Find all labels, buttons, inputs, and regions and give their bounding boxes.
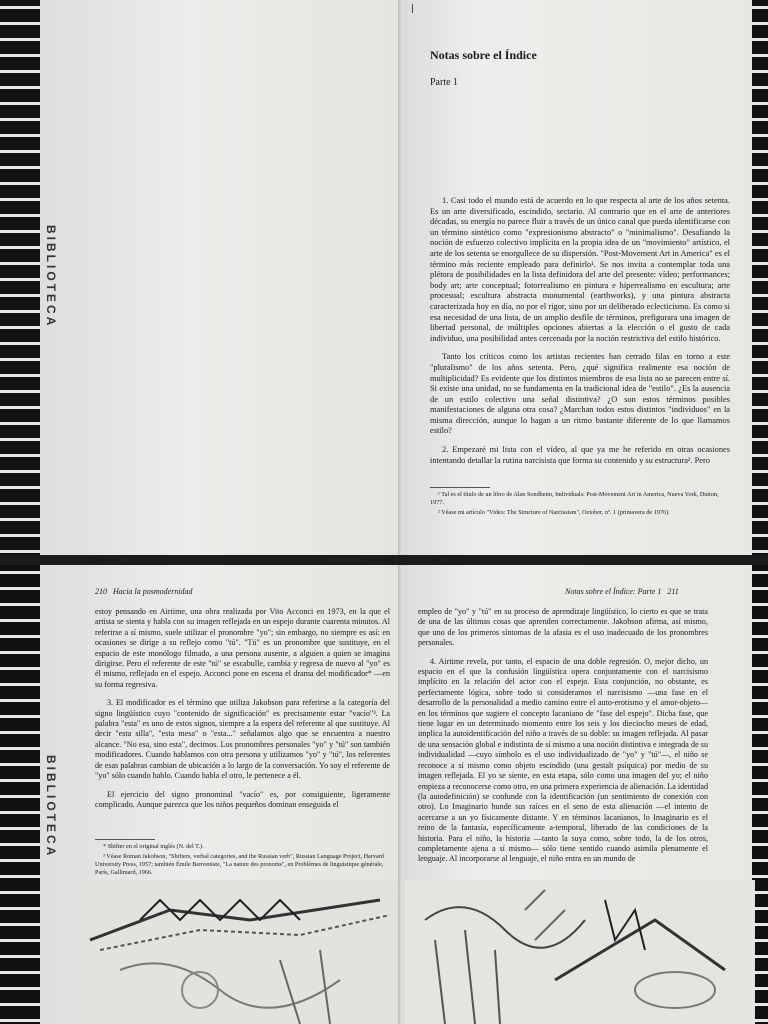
- illustration-right: [405, 880, 755, 1024]
- page-number: 210: [95, 587, 107, 596]
- spiral-binding: [0, 565, 40, 1024]
- footnote-rule: [95, 839, 155, 840]
- footnote: * Shifter en el original inglés (N. del T.).: [103, 843, 204, 850]
- sketch-drawing: [80, 880, 398, 1024]
- paragraph: Tanto los críticos como los artistas recientes han cerrado filas en torno a este "pluralismo" de los años setenta. Pero, ¿qué significa realmente esa noción de multiplicidad? Es evidente que los distintos miembros de esa lista no se parecen entre sí. Si existe una unidad, no se fundamenta en la tradicional idea de "estilo". ¿Es la ausencia de un estilo colectivo una señal distintiva? ¿O son estos términos posibles manifestaciones de alguna otra cosa? ¿Marchan todos estos distintos "individuos" en la misma dirección, aunque lo hagan a un ritmo bastante diferente de lo que llamamos estilo?: [430, 352, 730, 436]
- illustration-left: [80, 880, 398, 1024]
- footnote: ² Véase mi artículo "Video: The Structure of Narcissism", October, nº. 1 (primavera de 1976).: [438, 509, 670, 516]
- library-stamp: BIBLIOTECA: [44, 755, 58, 859]
- footnote-rule: [430, 487, 490, 488]
- running-head-text: Notas sobre el Índice: Parte 1: [565, 587, 662, 596]
- body-text: [430, 196, 730, 474]
- paragraph: 1. Casi todo el mundo está de acuerdo en lo que respecta al arte de los años setenta. Es un arte diversificado, escindido, sectario. Al contrario que en el arte de anteriores décadas, su energía no parece fluir a través de un único canal que pueda identificarse con un término sintético como "expresionismo abstracto" o "minimalismo". Desafiando la noción de esfuerzo colectivo implícita en la propia idea de un "movimiento" artístico, el arte de los setenta se enorgullece de su dispersión. "Post-Movement Art in America" es el término más reciente empleado para definirlo¹. Se nos invita a contemplar toda una plétora de posibilidades en la lista definidora del arte del presente: vídeo; performances; body art; arte conceptual; fotorrealismo en pintura e hiperrealismo en escultura; arte procesual; escultura abstracta monumental (earthworks), y una pintura abstracta caracterizada hoy en día, no por el rigor, sino por un deliberado eclecticismo. Es como si esa necesidad de una lista, de un amplio desfile de términos, prefigurara una imagen de libertad personal, de múltiples opciones abiertas a la elección o el gusto de cada individuo, una posibilidad antes cercenada por la noción restrictiva del estilo histórico.: [430, 196, 730, 343]
- paragraph: 3. El modificador es el término que utiliza Jakobson para referirse a la categoría del signo lingüístico cuyo "contenido de significación" es precisamente estar "vacío"³. La palabra "esta" es uno de estos signos, siempre a la espera del referente al que sustituye. Al decir "esta silla", "esta mesa" o "esta..." señalamos algo que se encuentra a nuestro alcance. "No esa, sino esta", decimos. Los pronombres personales "yo" y "tú" son también modificadores. Cuando hablamos con otra persona y utilizamos "yo" y "tú", los referentes de esas palabras cambian de ubicación a lo largo de la conversación. Yo soy el referente de "yo" sólo cuando hablo. Cuando habla el otro, le pertenece a él.: [95, 698, 390, 781]
- paragraph: El ejercicio del signo pronominal "vacío" es, por consiguiente, ligeramente complicado. Aunque parezca que los niños pequeños dominan enseguida el: [95, 789, 390, 809]
- crop-mark: [412, 4, 413, 13]
- running-head-right: [565, 587, 679, 596]
- sketch-drawing: [405, 880, 755, 1024]
- body-text: [418, 607, 708, 873]
- chapter-title: Notas sobre el Índice: [430, 48, 537, 62]
- footnotes: [95, 839, 390, 879]
- paragraph: 2. Empezaré mi lista con el vídeo, al que ya me he referido en otras ocasiones intentando detallar la rutina narcisista que forma su contenido y su estructura². Pero: [430, 445, 730, 465]
- running-head-text: Hacia la posmodernidad: [113, 587, 193, 596]
- footnote: ³ Véase Roman Jakobson, "Shifters, verbal categories, and the Russian verb", Russian Language Project, Harvard University Press, 1957; también Émile Benveniste, "La nature des pronoms", en Problèmes de linguistique générale, París, Gallimard, 1966.: [95, 853, 384, 876]
- paragraph: empleo de "yo" y "tú" en su proceso de aprendizaje lingüístico, lo cierto es que se trata de una de las últimas cosas que aprenden correctamente. Jakobson afirma, así mismo, que uno de los primeros síntomas de la afasia es el uso inadecuado de los pronombres personales.: [418, 607, 708, 648]
- body-text: [95, 607, 390, 818]
- chapter-part: Parte 1: [430, 77, 459, 88]
- bottom-spread: [0, 565, 768, 1024]
- top-left-page: [40, 0, 402, 555]
- spiral-binding-right: [752, 0, 768, 555]
- paragraph: 4. Airtime revela, por tanto, el espacio de una doble regresión. O, mejor dicho, un espacio en el que la confusión lingüística opera conjuntamente con el narcisismo implícito en la relación del actor con el espejo. Esta conjunción, no obstante, es perfectamente lógica, sobre todo si consideramos el narcisismo —una fase en el desarrollo de la personalidad a medio camino entre el auto-erotismo y el amor-objeto— en los términos que sugiere el concepto lacaniano de "fase del espejo". Dicha fase, que tiene lugar en un determinado momento entre los seis y los dieciocho meses de edad, implica la autoidentificación del niño a través de su doble: su imagen reflejada. Al pasar de una sensación global e indistinta de sí mismo a una noción distintiva e integrada de su individualidad —cuyo símbolo es el uso individualizado de "yo" y "tú"—, el niño se reconoce a sí mismo como objeto escindido (una gestalt psíquica) por medio de su imagen reflejada. El yo se siente, en esta etapa, sólo como una imagen del yo; el niño empieza a reconocerse como otro, en una primera experiencia de alienación. La identidad (la autodefinición) se confunde con la identificación (un sentimiento de conexión con otro). Lo Imaginario hunde sus raíces en el seno de esta alienación —el intento de acercarse a un yo físicamente distante. Y en términos lacanianos, lo Imaginario es el reino de la fantasía, específicamente a-temporal, liberado de las condiciones de la historia. Para el niño, la historia —tanto la suya como, sobre todo, la de los otros, completamente ajena a sí mismo— sólo tiene sentido cuando asimila plenamente el lenguaje. Al incorporarse al lenguaje, el niño entra en un mundo de: [418, 656, 708, 864]
- running-head-left: [95, 587, 193, 596]
- paragraph: estoy pensando en Airtime, una obra realizada por Vito Acconci en 1973, en la que el artista se sienta y habla con su imagen reflejada en un espejo durante cuarenta minutos. Al referirse a sí mismo, suele utilizar el pronombre "yo"; sin embargo, no siempre es así: en ocasiones se dirige a su reflejo como "tú". "Tú" es un pronombre que sustituye, en el espacio de este monólogo filmado, a una persona ausente, a alguien a quien se imagina dirigirse. Pero el referente de este "tú" se escabulle, cambia y regresa de nuevo al "yo" es él mismo, reflejado en el espejo. Acconci pone en escena el drama del modificador* —en su forma regresiva.: [95, 607, 390, 689]
- chapter-heading: [430, 48, 730, 88]
- library-stamp: BIBLIOTECA: [44, 225, 58, 329]
- page-number: 211: [667, 587, 679, 596]
- footnote: ¹ Tal es el título de un libro de Alan Sondheim, Individuals: Post-Movement Art in America, Nueva York, Dutton, 1977.: [430, 491, 719, 506]
- footnotes: [430, 487, 730, 519]
- spiral-binding: [0, 0, 40, 555]
